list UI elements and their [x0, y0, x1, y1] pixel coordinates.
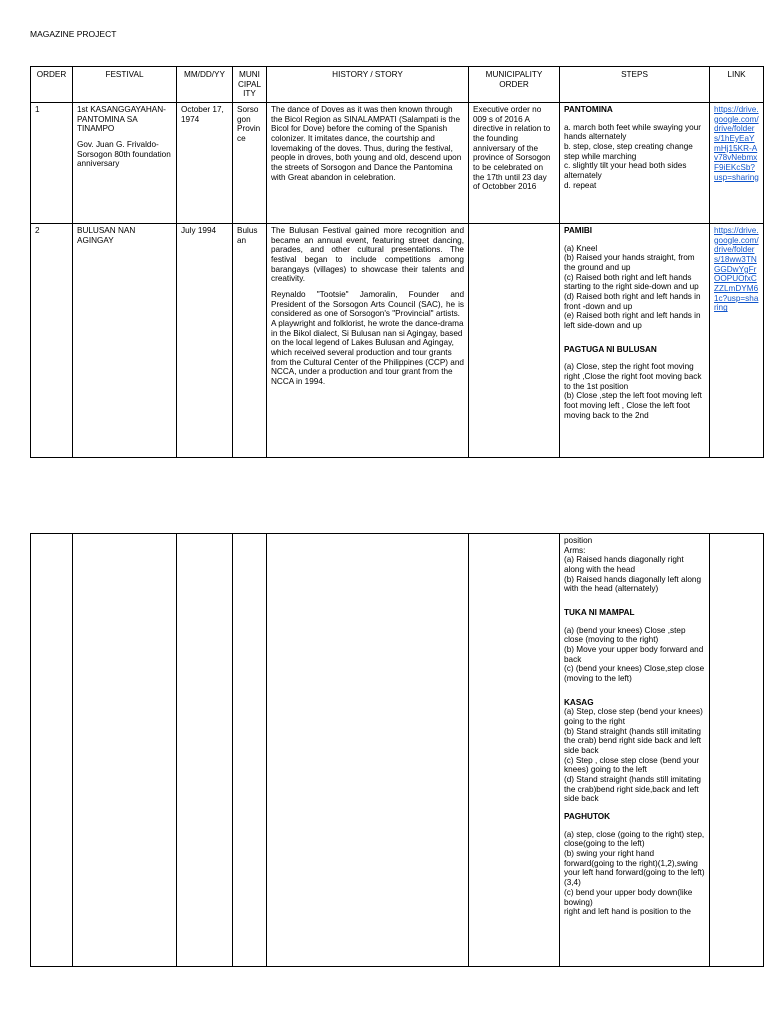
step-line: right and left hand is position to the — [564, 907, 691, 917]
step-title: PAMIBI — [564, 226, 593, 235]
municipality-order-cell: Executive order no 009 s of 2016 A directive in relation to the founding anniversary of the province of Sorsogon to be celebrated on the 17th until 23 day of Octobber 2016 — [469, 103, 560, 224]
festival-name: 1st KASANGGAYAHAN- PANTOMINA SA TINAMPO — [77, 105, 166, 134]
date-cell: July 1994 — [177, 224, 233, 458]
festival-table — [30, 66, 764, 458]
step-line: (b) Move your upper body forward and back — [564, 645, 704, 664]
steps-cell — [560, 103, 710, 224]
order-cell: 1 — [31, 103, 73, 224]
header-municipality-order: MUNICIPALITY ORDER — [469, 67, 560, 103]
steps-cell — [560, 534, 710, 967]
step-title: TUKA NI MAMPAL — [564, 608, 635, 618]
step-line: position — [564, 536, 593, 545]
step-line: (a) Kneel — [564, 243, 598, 253]
step-line: (c) (bend your knees) Close,step close (moving to the left) — [564, 664, 705, 684]
link-cell — [710, 103, 764, 224]
step-line: (a) Close, step the right foot moving right ,Close the right foot moving back to the 1st position — [564, 362, 702, 391]
step-line: b. step, close, step creating change step while marching — [564, 142, 693, 161]
header-order: ORDER — [31, 67, 73, 103]
table-row — [31, 103, 764, 224]
header-link: LINK — [710, 67, 764, 103]
history-paragraph: A playwright and folklorist, he wrote the dance-drama in the Bikol dialect, Si Bulusan nan si Agingay, based on the local legend of Lakes Bulusan and Agingay, which received several production and tour grants from the Cultural Center of the Philippines (CCP) and NCCA, under a production and tour grant from the NCCA in 1994. — [271, 319, 464, 387]
step-line: (e) Raised both right and left hands in left side-down and up — [564, 311, 701, 331]
step-line: (b) Raised your hands straight, from the ground and up — [564, 253, 695, 273]
festival-note: Gov. Juan G. Frivaldo- Sorsogon 80th foundation anniversary — [77, 140, 171, 169]
continuation-table — [30, 533, 764, 967]
step-line: (c) Raised both right and left hands starting to the right side-down and up — [564, 272, 699, 292]
step-title: PAGHUTOK — [564, 812, 611, 822]
link-cell — [710, 224, 764, 458]
history-cell — [267, 224, 469, 458]
header-history: HISTORY / STORY — [267, 67, 469, 103]
municipality-cell: Bulus an — [233, 224, 267, 458]
step-line: (b) Raised hands diagonally left along with the head (alternately) — [564, 574, 702, 594]
step-line: (b) Stand straight (hands still imitating the crab) bend right side back and left side back — [564, 726, 701, 756]
step-line: (a) Step, close step (bend your knees) going to the right — [564, 707, 703, 727]
step-line: Arms: — [564, 545, 586, 555]
festival-cell: BULUSAN NAN AGINGAY — [73, 224, 177, 458]
step-line: (b) swing your right hand forward(going to the right)(1,2),swing your left hand forward(going to the left)(3,4) — [564, 849, 705, 888]
drive-link[interactable]: https://drive.google.com/drive/folders/1hEyEaYmHj15KR-Av78vNebmxF9iEKcSb?usp=sharing — [714, 105, 759, 182]
header-steps: STEPS — [560, 67, 710, 103]
municipality-order-cell — [469, 224, 560, 458]
document-title: MAGAZINE PROJECT — [30, 29, 117, 39]
festival-cell — [73, 103, 177, 224]
step-line: (d) Stand straight (hands still imitating the crab)bend right side,back and left side back — [564, 775, 701, 804]
table-row — [31, 534, 764, 967]
step-line: (a) (bend your knees) Close ,step close (moving to the right) — [564, 625, 686, 645]
order-cell: 2 — [31, 224, 73, 458]
header-date: MM/DD/YY — [177, 67, 233, 103]
history-paragraph: Reynaldo "Tootsie" Jamoralin, Founder and President of the Sorsogon Arts Council (SAC), he is considered as one of Sorsogon's "Provincial" artists. — [271, 290, 464, 319]
steps-cell — [560, 224, 710, 458]
header-festival: FESTIVAL — [73, 67, 177, 103]
history-paragraph: The Bulusan Festival gained more recognition and became an annual event, featuring street dancing, parades, and other cultural presentations. The festival began to include competitions among barangays (villages) to showcase their talents and creativity. — [271, 226, 464, 284]
step-title: PANTOMINA — [564, 105, 613, 114]
step-title: PAGTUGA NI BULUSAN — [564, 344, 657, 354]
step-line: (c) bend your upper body down(like bowing) — [564, 887, 693, 907]
step-line: d. repeat — [564, 180, 597, 190]
step-line: (a) Raised hands diagonally right along with the head — [564, 555, 684, 575]
header-municipality: MUNI CIPAL ITY — [233, 67, 267, 103]
municipality-cell: Sorso gon Provin ce — [233, 103, 267, 224]
step-line: (d) Raised both right and left hands in front -down and up — [564, 292, 701, 311]
date-cell: October 17, 1974 — [177, 103, 233, 224]
table-row — [31, 224, 764, 458]
step-line: c. slightly tilt your head both sides alternately — [564, 161, 687, 181]
history-cell: The dance of Doves as it was then known through the Bicol Region as SINALAMPATI (Salampati is the Bicol for Dove) before the coming of the Spanish colonizer. It imitates dance, the courtship and lovemaking of the doves. Thus, during the festival, people in droves, both young and old, descend upon the streets of Sorsogon and Dance the Pantomina with Great abandon in celebration. — [267, 103, 469, 224]
step-line: (c) Step , close step close (bend your knees) going to the left — [564, 755, 700, 775]
header-row — [31, 67, 764, 103]
step-title: KASAG — [564, 697, 594, 707]
step-line: (a) step, close (going to the right) step, close(going to the left) — [564, 829, 705, 849]
drive-link[interactable]: https://drive.google.com/drive/folders/18ww3TNGGDwYgFrOOPUOfxCZZLmDYM61c?usp=sharing — [714, 226, 759, 313]
step-line: a. march both feet while swaying your hands alternately — [564, 122, 701, 142]
step-line: (b) Close ,step the left foot moving left foot moving left , Close the left foot moving back to the 2nd — [564, 391, 702, 420]
